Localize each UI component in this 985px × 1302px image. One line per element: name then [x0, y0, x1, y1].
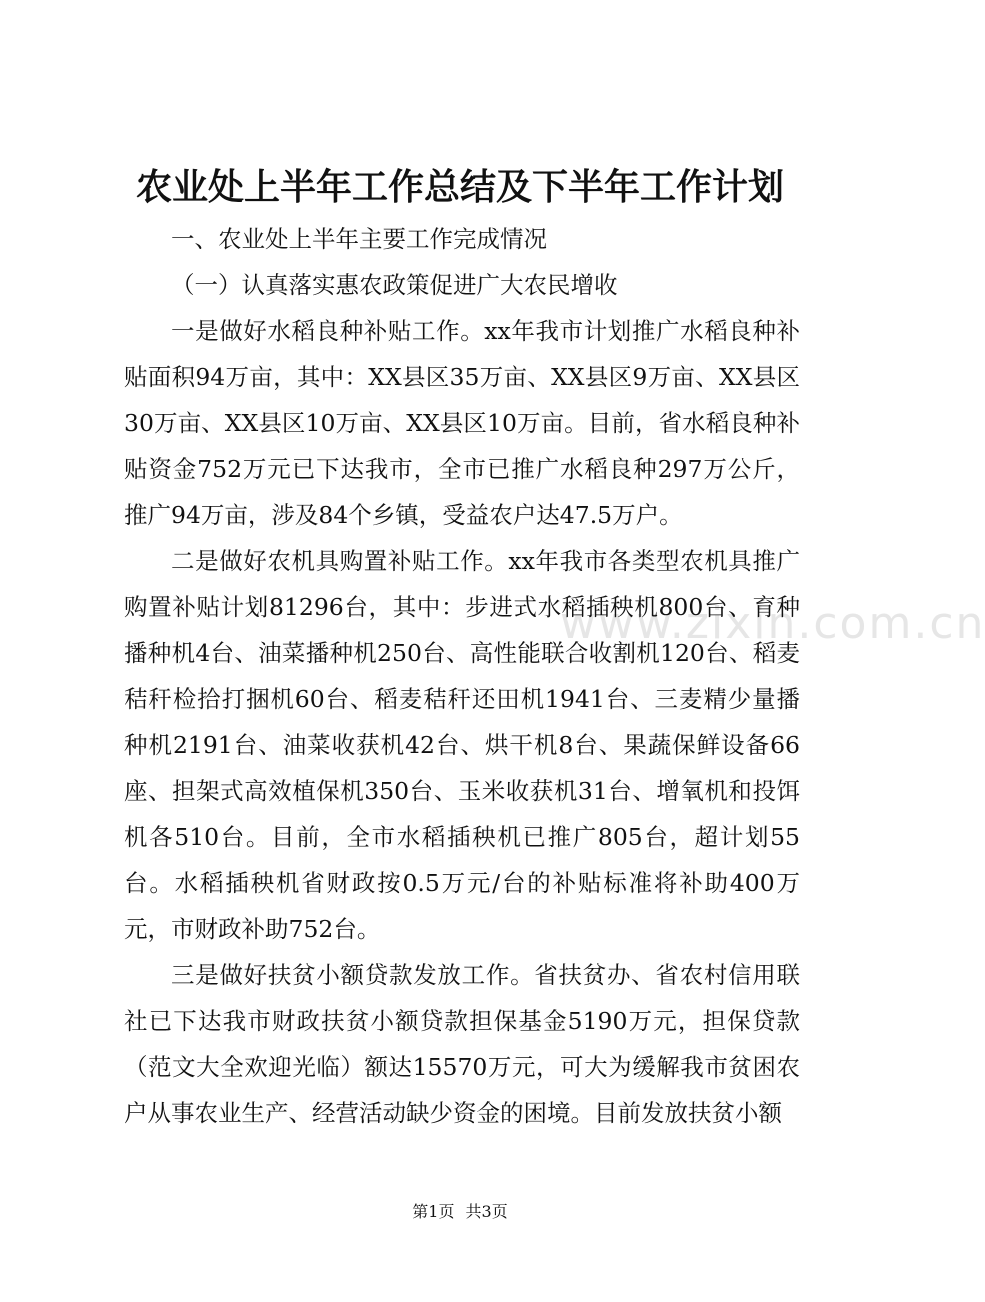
paragraph-poverty-loans: 三是做好扶贫小额贷款发放工作。省扶贫办、省农村信用联社已下达我市财政扶贫小额贷款担保基金5190万元，担保贷款（范文大全欢迎光临）额达15570万元，可大为缓解我市贫困农户从事农业生产、经营活动缺少资金的困境。目前发放扶贫小额	[124, 961, 800, 1127]
page-footer	[0, 1200, 920, 1224]
document-title: 农业处上半年工作总结及下半年工作计划	[135, 166, 784, 208]
paragraph-rice-seed-subsidy: 一是做好水稻良种补贴工作。xx年我市计划推广水稻良种补贴面积94万亩，其中：XX县区35万亩、XX县区9万亩、XX县区30万亩、XX县区10万亩、XX县区10万亩。目前，省水稻良种补贴资金752万元已下达我市，全市已推广水稻良种297万公斤，推广94万亩，涉及84个乡镇，受益农户达47.5万户。	[124, 317, 800, 529]
page-total: 共3页	[465, 1202, 508, 1221]
paragraph-machinery-subsidy: 二是做好农机具购置补贴工作。xx年我市各类型农机具推广购置补贴计划81296台，其中：步进式水稻插秧机800台、育种播种机4台、油菜播种机250台、高性能联合收割机120台、稻麦秸秆检拾打捆机60台、稻麦秸秆还田机1941台、三麦精少量播种机2191台、油菜收获机42台、烘干机8台、果蔬保鲜设备66座、担架式高效植保机350台、玉米收获机31台、增氧机和投饵机各510台。目前，全市水稻插秧机已推广805台，超计划55台。水稻插秧机省财政按0.5万元/台的补贴标准将补助400万元，市财政补助752台。	[124, 547, 800, 943]
subsection-heading: （一）认真落实惠农政策促进广大农民增收	[171, 271, 618, 299]
watermark: www.zixin.com.cn	[560, 598, 985, 649]
section-heading: 一、农业处上半年主要工作完成情况	[171, 225, 547, 253]
page-number: 第1页	[412, 1202, 455, 1221]
document-body	[124, 216, 800, 1136]
